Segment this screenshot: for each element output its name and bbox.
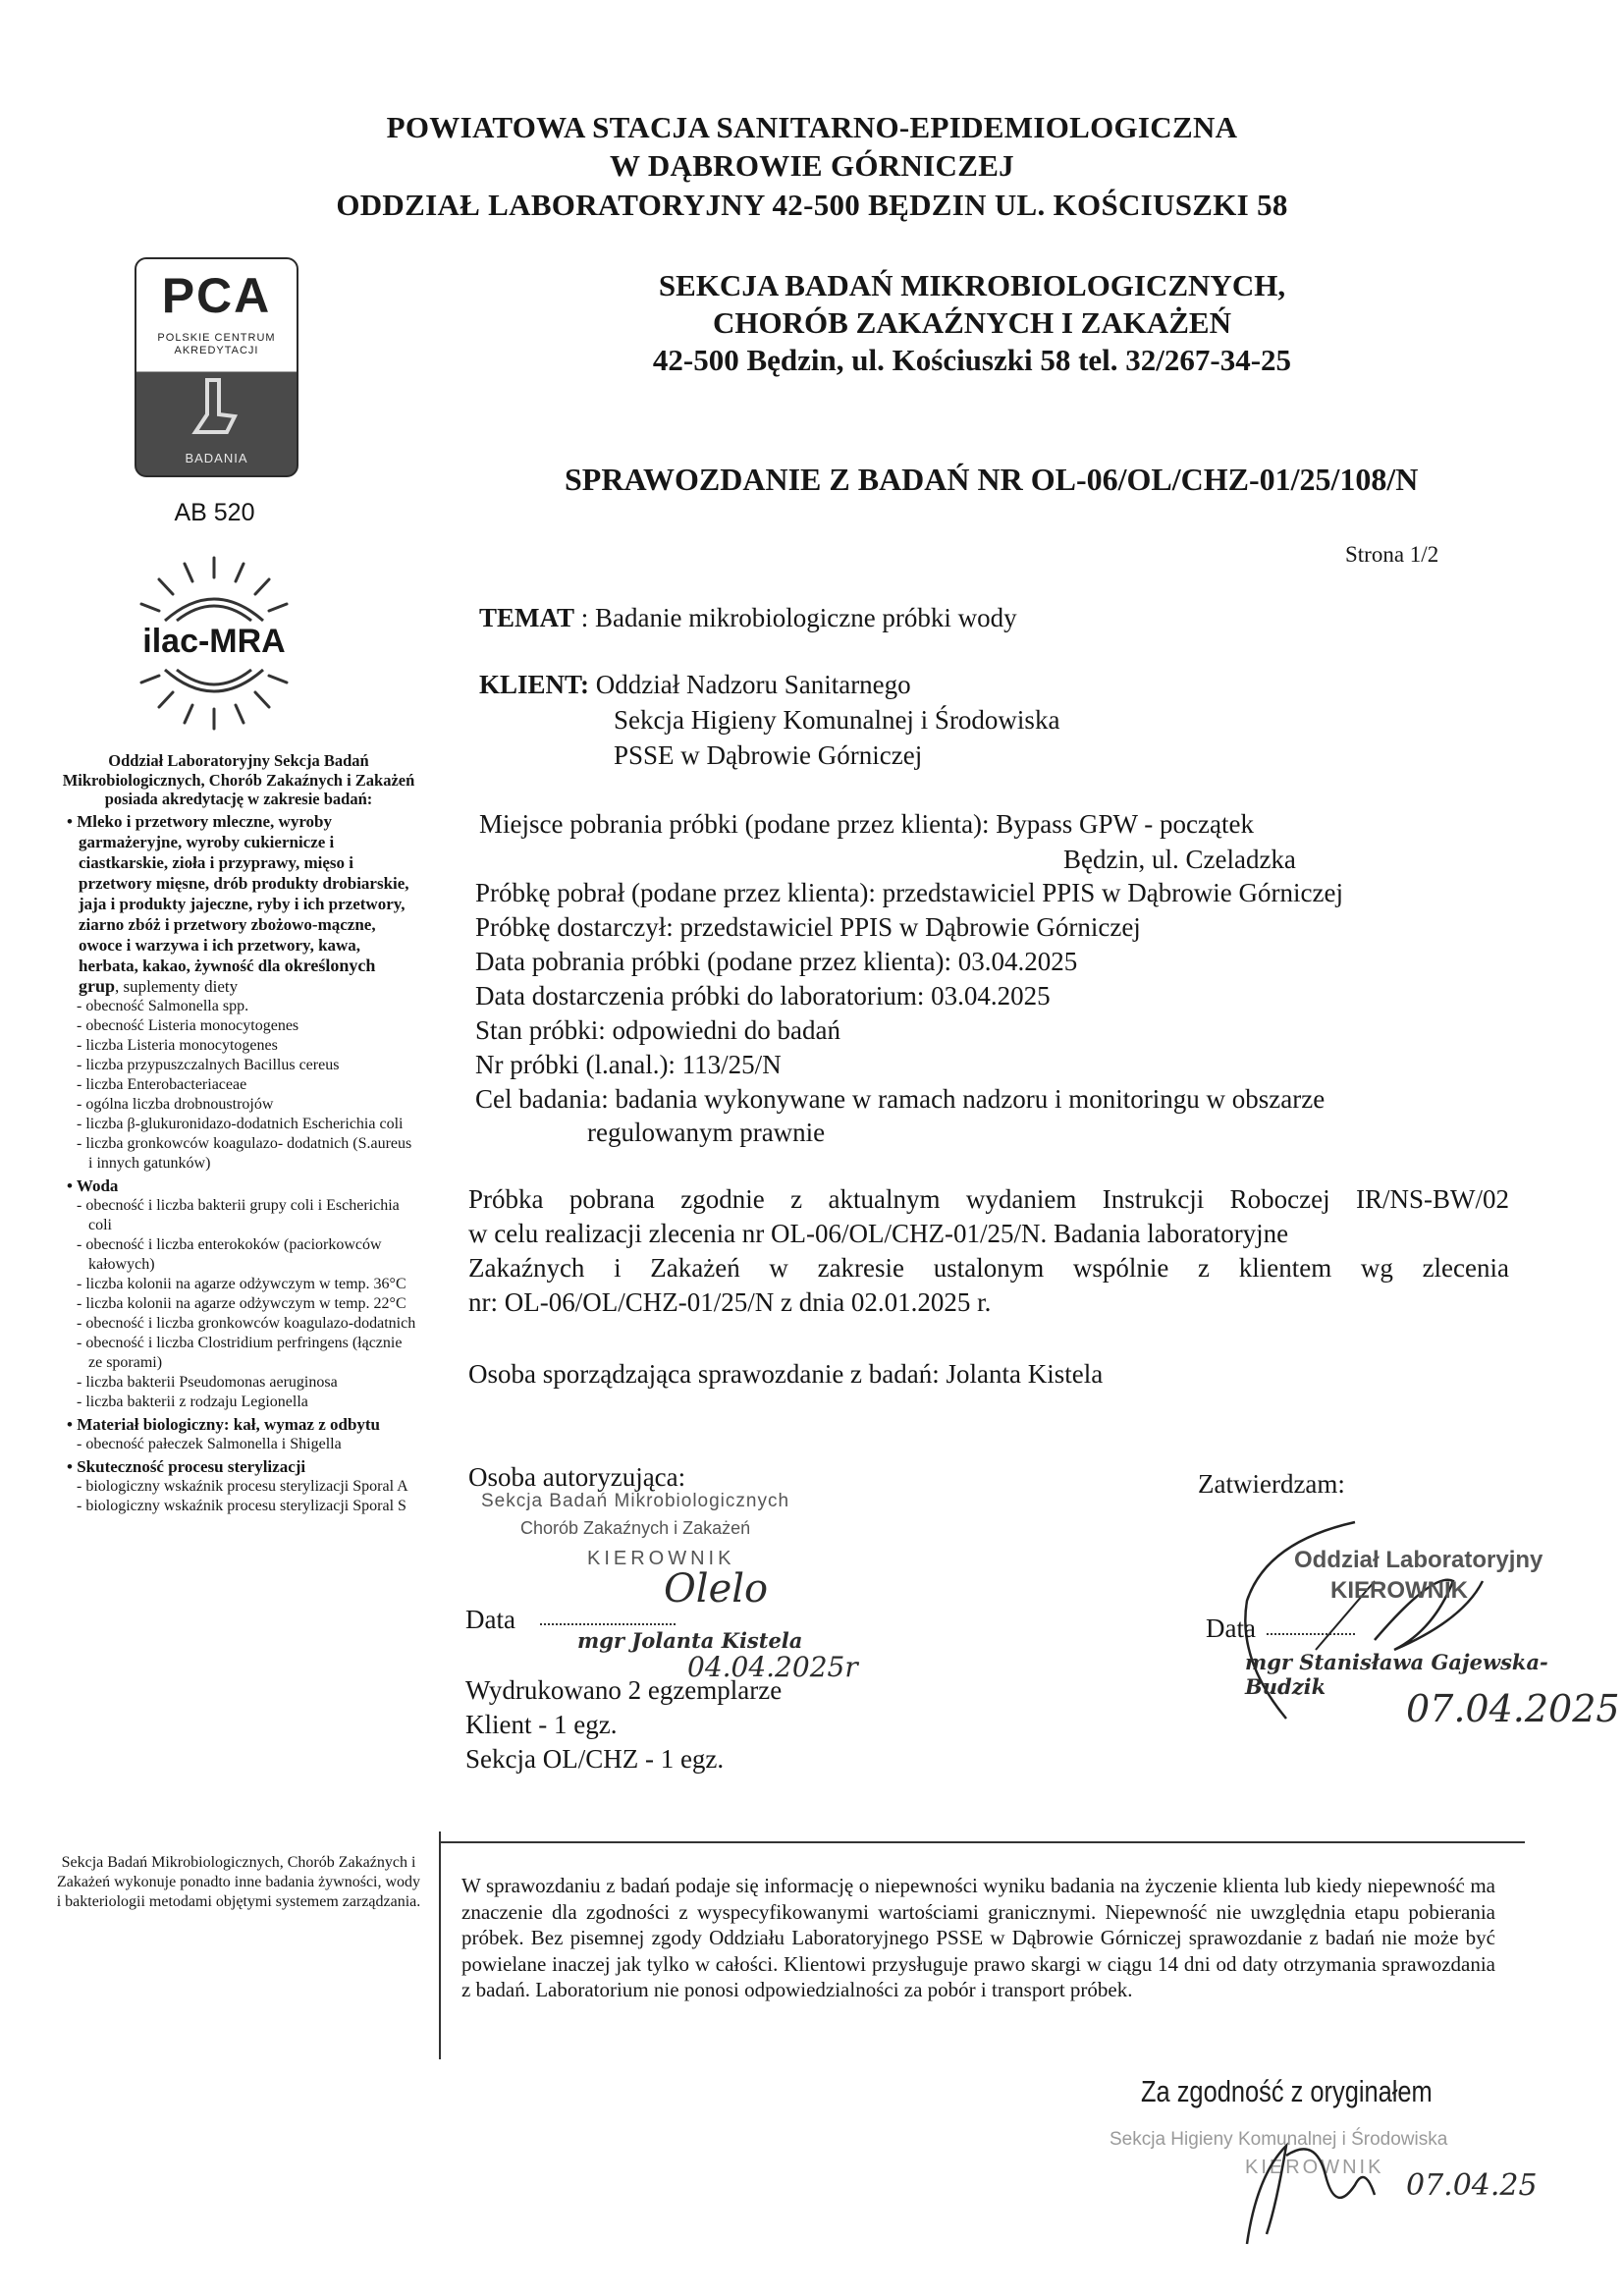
accreditation-item: - liczba bakterii Pseudomonas aeruginosa [59, 1373, 418, 1393]
authorization-date-handwritten: 04.04.2025r [687, 1651, 858, 1683]
accreditation-item: - liczba Listeria monocytogenes [59, 1036, 418, 1056]
client-location: PSSE w Dąbrowie Górniczej [614, 740, 923, 770]
approval-stamp-line-2: KIEROWNIK [1330, 1577, 1468, 1604]
accreditation-item: - liczba Enterobacteriaceae [59, 1075, 418, 1095]
authorization-date-label: Data [465, 1605, 515, 1634]
client-copies: Klient - 1 egz. [465, 1710, 618, 1739]
accreditation-item: - liczba kolonii na agarze odżywczym w temp. 22°C [59, 1294, 418, 1314]
client-label: KLIENT: [479, 670, 590, 699]
ilac-mra-logo [126, 550, 302, 737]
section-copies: Sekcja OL/CHZ - 1 egz. [465, 1744, 725, 1774]
approval-stamp-name: mgr Stanisława Gajewska-Budzik [1245, 1650, 1548, 1699]
pca-emblem-icon [188, 375, 246, 444]
sampling-paragraph-line-2: w celu realizacji zlecenia nr OL-06/OL/CHZ-01/25/N. Badania laboratoryjne [468, 1219, 1289, 1248]
certification-signature-icon [1218, 2116, 1394, 2254]
approval-date-label: Data [1206, 1613, 1256, 1643]
client-section: Sekcja Higieny Komunalnej i Środowiska [614, 705, 1060, 735]
pca-logo-title: PCA [161, 268, 272, 323]
certification-stamp-line-1: Sekcja Higieny Komunalnej i Środowiska [1110, 2129, 1448, 2150]
bottom-horizontal-divider [440, 1841, 1525, 1843]
accreditation-item: - liczba gronkowców koagulazo- dodatnich (S.aureus i innych gatunków) [59, 1134, 418, 1174]
sampling-paragraph-line-4: nr: OL-06/OL/CHZ-01/25/N z dnia 02.01.2025 r. [468, 1287, 992, 1317]
department-address: ODDZIAŁ LABORATORYJNY 42-500 BĘDZIN UL. KOŚCIUSZKI 58 [336, 188, 1288, 222]
sample-number: Nr próbki (l.anal.): 113/25/N [475, 1050, 782, 1079]
subject-line [479, 602, 1017, 634]
sampling-date: Data pobrania próbki (podane przez klienta): 03.04.2025 [475, 947, 1078, 976]
authorizing-stamp-title: KIEROWNIK [587, 1548, 735, 1569]
authorizing-stamp-line-1: Sekcja Badań Mikrobiologicznych [481, 1491, 790, 1511]
approval-date-dotted-line [1267, 1633, 1355, 1635]
sampling-place: Miejsce pobrania próbki (podane przez klienta): Bypass GPW - początek [479, 809, 1254, 839]
institution-location: W DĄBROWIE GÓRNICZEJ [610, 148, 1014, 183]
client-line [479, 669, 911, 701]
page-number: Strona 1/2 [1345, 542, 1439, 567]
accreditation-item: - obecność pałeczek Salmonella i Shigella [59, 1435, 418, 1454]
authorizing-stamp-line-2: Chorób Zakaźnych i Zakażeń [520, 1518, 751, 1538]
additional-tests-note: Sekcja Badań Mikrobiologicznych, Chorób Zakaźnych i Zakażeń wykonuje ponadto inne badania żywności, wody i bakteriologii metodami objętymi systemem zarządzania. [56, 1854, 421, 1910]
report-author: Osoba sporządzająca sprawozdanie z badań: Jolanta Kistela [468, 1359, 1104, 1389]
accreditation-category-food: • Mleko i przetwory mleczne, wyroby garmażeryjne, wyroby cukiernicze i ciastkarskie, zioła i przyprawy, mięso i przetwory mięsne, drób produkty drobiarskie, jaja i produkty jajeczne, ryby i ich przetwory, ziarno zbóż i przetwory zbożowo-mączne, owoce i warzywa i ich przetwory, kawa, herbata, kakao, żywność dla określonych grup, suplementy diety [59, 811, 418, 997]
accreditation-item: - obecność i liczba gronkowców koagulazo-dodatnich [59, 1314, 418, 1334]
accreditation-intro: Oddział Laboratoryjny Sekcja Badań Mikrobiologicznych, Chorób Zakaźnych i Zakażeń posiada akredytację w zakresie badań: [62, 751, 415, 808]
certification-date-handwritten: 07.04.25 [1406, 2168, 1538, 2203]
pca-badania-label: BADANIA [185, 451, 248, 465]
accreditation-item: - obecność Salmonella spp. [59, 997, 418, 1016]
authorizing-person-label: Osoba autoryzująca: [468, 1462, 686, 1492]
accreditation-scope [59, 751, 418, 1516]
sample-condition: Stan próbki: odpowiedni do badań [475, 1015, 840, 1045]
accreditation-item: - liczba przypuszczalnych Bacillus cereus [59, 1056, 418, 1075]
authorizing-stamp-name: mgr Jolanta Kistela [577, 1628, 803, 1653]
pca-logo-subtitle: POLSKIE CENTRUM AKREDYTACJI [157, 332, 276, 356]
accreditation-item: - obecność Listeria monocytogenes [59, 1016, 418, 1036]
accreditation-number: AB 520 [174, 499, 255, 526]
report-title: SPRAWOZDANIE Z BADAŃ NR OL-06/OL/CHZ-01/25/108/N [565, 462, 1419, 497]
accreditation-category-sterilization: • Skuteczność procesu sterylizacji [59, 1456, 418, 1477]
certification-stamp-line-2: KIEROWNIK [1245, 2157, 1384, 2178]
accreditation-item: - biologiczny wskaźnik procesu sterylizacji Sporal S [59, 1497, 418, 1516]
accreditation-list [59, 811, 418, 1516]
accreditation-category-biological: • Materiał biologiczny: kał, wymaz z odbytu [59, 1414, 418, 1435]
date-dotted-line [540, 1623, 676, 1625]
subject-value: : Badanie mikrobiologiczne próbki wody [574, 603, 1017, 632]
subject-label: TEMAT [479, 603, 575, 632]
ilac-mra-text: ilac-MRA [142, 623, 286, 660]
accreditation-item: - biologiczny wskaźnik procesu sterylizacji Sporal A [59, 1477, 418, 1497]
accreditation-item: - liczba β-glukuronidazo-dodatnich Escherichia coli [59, 1115, 418, 1134]
sampling-paragraph-line-1: Próbka pobrana zgodnie z aktualnym wydaniem Instrukcji Roboczej IR/NS-BW/02 [468, 1184, 1509, 1214]
test-purpose-cont: regulowanym prawnie [587, 1118, 826, 1147]
accreditation-item: - obecność i liczba Clostridium perfringens (łącznie ze sporami) [59, 1334, 418, 1373]
sample-delivered-by: Próbkę dostarczył: przedstawiciel PPIS w Dąbrowie Górniczej [475, 912, 1141, 942]
approval-date-handwritten: 07.04.2025 [1406, 1687, 1620, 1730]
delivery-date: Data dostarczenia próbki do laboratorium: 03.04.2025 [475, 981, 1051, 1011]
accreditation-item: - liczba kolonii na agarze odżywczym w temp. 36°C [59, 1275, 418, 1294]
uncertainty-disclaimer: W sprawozdaniu z badań podaje się informację o niepewności wyniku badania na życzenie klienta lub kiedy niepewność ma znaczenie dla zgodności z wyspecyfikowanymi wartościami granicznymi. Niepewność nie uwzględnia etapu pobierania próbek. Bez pisemnej zgody Oddziału Laboratoryjnego PSSE w Dąbrowie Górniczej sprawozdanie z badań nie może być powielane inaczej jak tylko w całości. Klientowi przysługuje prawo skargi w ciągu 14 dni od daty otrzymania sprawozdania z badań. Laboratorium nie ponosi odpowiedzialności za pobór i transport próbek. [461, 1874, 1495, 2001]
sample-taken-by: Próbkę pobrał (podane przez klienta): przedstawiciel PPIS w Dąbrowie Górniczej [475, 878, 1343, 907]
approval-label: Zatwierdzam: [1198, 1469, 1345, 1499]
test-purpose: Cel badania: badania wykonywane w ramach nadzoru i monitoringu w obszarze [475, 1084, 1326, 1114]
client-name: Oddział Nadzoru Sanitarnego [589, 670, 911, 699]
accreditation-item: - liczba bakterii z rodzaju Legionella [59, 1393, 418, 1412]
accreditation-category-water: • Woda [59, 1175, 418, 1196]
institution-name: POWIATOWA STACJA SANITARNO-EPIDEMIOLOGICZNA [386, 110, 1238, 144]
section-name-2: CHORÓB ZAKAŹNYCH I ZAKAŻEŃ [713, 305, 1231, 340]
authorizing-signature: Olelo [664, 1566, 769, 1612]
sampling-paragraph-line-3: Zakaźnych i Zakażeń w zakresie ustalonym wspólnie z klientem wg zlecenia [468, 1253, 1509, 1283]
approval-stamp-line-1: Oddział Laboratoryjny [1294, 1547, 1543, 1573]
section-address: 42-500 Będzin, ul. Kościuszki 58 tel. 32/267-34-25 [652, 343, 1292, 377]
sampling-place-address: Będzin, ul. Czeladzka [1063, 845, 1296, 874]
pca-accreditation-logo [135, 257, 298, 477]
accreditation-item: - obecność i liczba bakterii grupy coli i Escherichia coli [59, 1196, 418, 1235]
accreditation-item: - obecność i liczba enterokoków (paciorkowców kałowych) [59, 1235, 418, 1275]
printed-copies: Wydrukowano 2 egzemplarze [465, 1675, 783, 1705]
bottom-vertical-divider [439, 1831, 441, 2059]
true-copy-title: Za zgodność z oryginałem [1141, 2074, 1433, 2108]
accreditation-item: - ogólna liczba drobnoustrojów [59, 1095, 418, 1115]
section-name: SEKCJA BADAŃ MIKROBIOLOGICZNYCH, [658, 268, 1286, 302]
